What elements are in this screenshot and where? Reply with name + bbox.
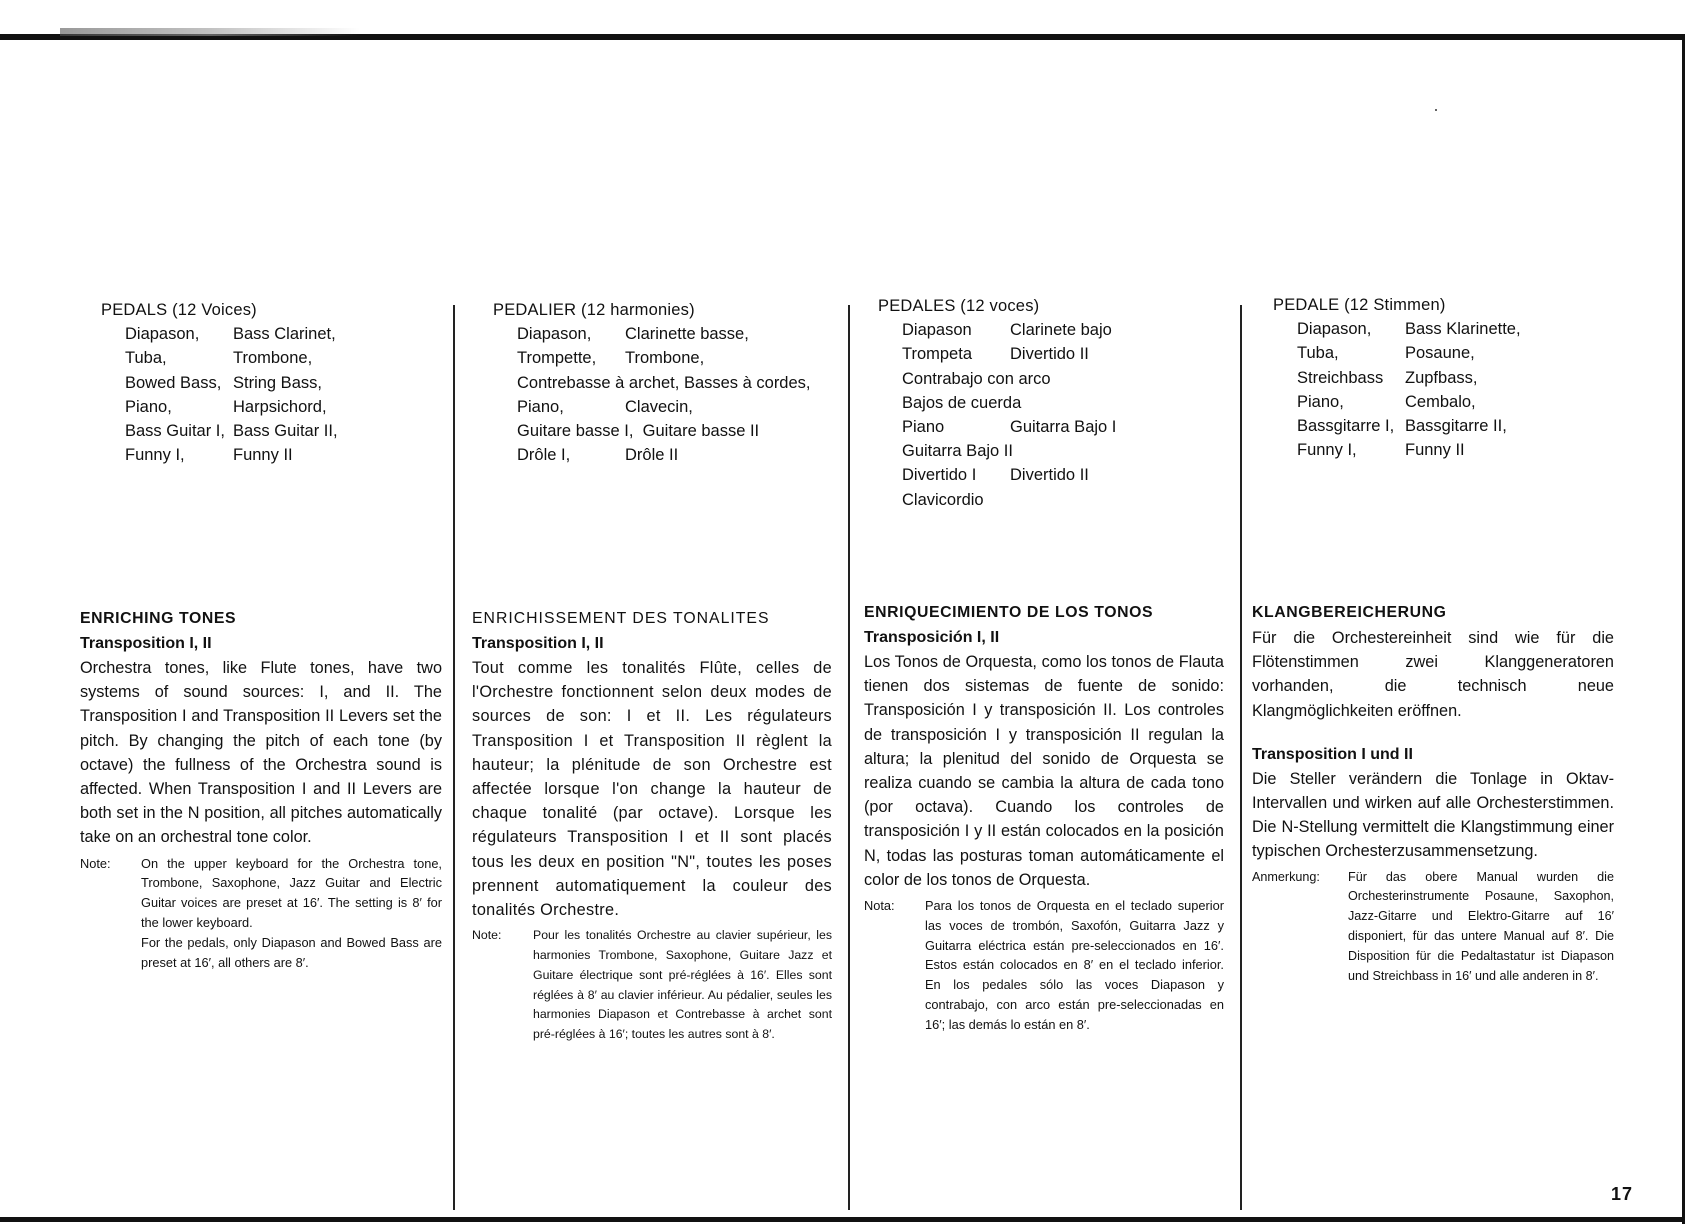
voice: Guitare basse II bbox=[642, 422, 760, 441]
top-edge-bar bbox=[0, 34, 1685, 40]
voice-list bbox=[902, 318, 1160, 366]
voice-list bbox=[125, 322, 363, 467]
section-de bbox=[1252, 600, 1614, 986]
voice: Diapason bbox=[902, 321, 972, 340]
note-text: On the upper keyboard for the Orchestra tone, Trombone, Saxophone, Jazz Guitar and Electric Guitar voices are preset at 16′. The setting is 8′ for the lower keyboard. bbox=[141, 855, 442, 931]
section-fr bbox=[472, 606, 832, 1045]
pedals-title: PEDALE (12 Stimmen) bbox=[1273, 296, 1446, 314]
note-label: Anmerkung: bbox=[1252, 869, 1320, 884]
section-subtitle: Transposition I und II bbox=[1252, 745, 1413, 763]
voice-row bbox=[902, 463, 1160, 487]
voice: Guitarra Bajo II bbox=[902, 442, 1013, 461]
note bbox=[80, 854, 442, 973]
column-divider-1 bbox=[453, 305, 455, 1210]
section-title: KLANGBEREICHERUNG bbox=[1252, 604, 1447, 621]
voice: Diapason, bbox=[1297, 320, 1372, 339]
voice: Tuba, bbox=[1297, 344, 1339, 363]
voice: Clavecin, bbox=[625, 397, 693, 416]
section-title: ENRIQUECIMIENTO DE LOS TONOS bbox=[864, 604, 1154, 621]
voice: Zupfbass, bbox=[1405, 368, 1478, 387]
page-number: 17 bbox=[1611, 1184, 1634, 1204]
voice-list-continued bbox=[517, 371, 825, 395]
voice: Piano, bbox=[125, 397, 172, 416]
voice: Clavicordio bbox=[902, 490, 984, 509]
pedals-title: PEDALS (12 Voices) bbox=[101, 301, 257, 319]
note bbox=[1252, 868, 1614, 987]
voice-list bbox=[517, 322, 825, 370]
voice-list-end bbox=[517, 395, 825, 419]
voice: Bassgitarre II, bbox=[1405, 417, 1507, 436]
pedals-title: PEDALIER (12 harmonies) bbox=[493, 301, 695, 319]
voice: Tuba, bbox=[125, 349, 167, 368]
note-label: Note: bbox=[80, 855, 111, 871]
section-en bbox=[80, 606, 442, 972]
voice: String Bass, bbox=[233, 373, 322, 392]
voice: Trompette, bbox=[517, 349, 597, 368]
note bbox=[864, 896, 1224, 1035]
section-body: Tout comme les tonalités Flûte, celles de l'Orchestre fonctionnent selon deux modes de sources de son: I et II. Les régulateurs Transposition I et Transposition II règlent la hauteur; la plénitude de son Orchestre est affectée lorsque l'on change la hauteur de chaque tonalité (par octave). Lorsque les régulateurs Transposition I et II sont placés tous les deux en position "N", toutes les poses prennent automatiquement la couleur des tonalités Orchestre. bbox=[472, 659, 832, 920]
section-intro: Für die Orchestereinheit sind wie für die Flötenstimmen zwei Klanggeneratoren vorhanden, die technisch neue Klangmöglichkeiten eröffnen. bbox=[1252, 629, 1614, 720]
voice: Contrabajo con arco bbox=[902, 369, 1051, 388]
section-title: ENRICHING TONES bbox=[80, 610, 237, 627]
voice: Piano bbox=[902, 418, 945, 437]
speck bbox=[1435, 109, 1437, 111]
voice: Streichbass bbox=[1297, 368, 1384, 387]
voice: Funny II bbox=[1405, 441, 1465, 460]
voice: Trombone, bbox=[233, 349, 313, 368]
voice: Divertido II bbox=[1010, 345, 1089, 364]
note-text: Für das obere Manual wurden die Orchesterinstrumente Posaune, Saxophon, Jazz-Gitarre und Elektro-Gitarre auf 16′ disponiert, für das untere Manual auf 8′. Die Disposition für die Pedaltastatur ist Diapason und Streichbass in 16′ und alle anderen in 8′. bbox=[1348, 869, 1614, 983]
voice: Clarinette basse, bbox=[625, 325, 749, 344]
voice-row bbox=[902, 439, 1160, 463]
pedals-block-en bbox=[101, 298, 363, 467]
section-body: Orchestra tones, like Flute tones, have two systems of sound sources: I, and II. The Transposition I and Transposition II Levers set the pitch. By changing the pitch of each tone (by octave) the fullness of the Orchestra sound is affected. When Transposition I and II Levers are both set in the N position, all pitches automatically take on an orchestral tone color. bbox=[80, 659, 442, 847]
note-text-2: For the pedals, only Diapason and Bowed Bass are preset at 16′, all others are 8′. bbox=[141, 934, 442, 970]
voice: Contrebasse à archet, bbox=[517, 373, 680, 392]
voice: Divertido I bbox=[902, 466, 977, 485]
note-label: Nota: bbox=[864, 898, 895, 914]
voice-row-last bbox=[517, 443, 825, 467]
voice: Piano, bbox=[517, 397, 564, 416]
voice: Diapason, bbox=[125, 325, 200, 344]
note bbox=[472, 926, 832, 1045]
section-subtitle: Transposition I, II bbox=[80, 635, 212, 652]
voice: Bass Klarinette, bbox=[1405, 320, 1521, 339]
section-es bbox=[864, 600, 1224, 1035]
note-text: Para los tonos de Orquesta en el teclado superior las voces de trombón, Saxofón, Guitarra Jazz y Guitarra eléctrica están pre-seleccionados en 16′. Estos están colocados en 8′ en el teclado inferior. En los pedales sólo las voces Diapason y contrabajo, con arco están pre-seleccionadas en 16′; las demás lo están en 8′. bbox=[925, 898, 1224, 1032]
pedals-block-de bbox=[1273, 293, 1555, 462]
voice: Diapason, bbox=[517, 325, 592, 344]
voice-row bbox=[902, 415, 1160, 439]
voice: Bajos de cuerda bbox=[902, 393, 1022, 412]
voice: Funny II bbox=[233, 446, 293, 465]
voice: Harpsichord, bbox=[233, 397, 327, 416]
voice: Drôle II bbox=[625, 446, 679, 465]
pedals-title: PEDALES (12 voces) bbox=[878, 297, 1040, 315]
voice: Bass Clarinet, bbox=[233, 325, 336, 344]
voice-row bbox=[902, 488, 1160, 512]
voice: Clarinete bajo bbox=[1010, 321, 1112, 340]
column-divider-3 bbox=[1240, 305, 1242, 1210]
voice: Bassgitarre I, bbox=[1297, 417, 1395, 436]
voice: Trompeta bbox=[902, 345, 972, 364]
voice-list-continued bbox=[902, 367, 1160, 415]
voice: Trombone, bbox=[625, 349, 705, 368]
voice: Bass Guitar II, bbox=[233, 422, 338, 441]
section-subtitle: Transposición I, II bbox=[864, 629, 1000, 646]
voice: Posaune, bbox=[1405, 344, 1475, 363]
voice: Funny I, bbox=[1297, 441, 1357, 460]
section-subtitle: Transposition I, II bbox=[472, 635, 604, 652]
voice: Drôle I, bbox=[517, 446, 571, 465]
voice: Basses à cordes, bbox=[683, 373, 811, 392]
voice-list bbox=[1297, 317, 1555, 462]
voice-row bbox=[517, 419, 825, 443]
pedals-block-fr bbox=[493, 298, 825, 467]
voice: Funny I, bbox=[125, 446, 185, 465]
bottom-edge-bar bbox=[0, 1217, 1685, 1222]
section-body: Die Steller verändern die Tonlage in Oktav-Intervallen und wirken auf alle Orchesterstimmen. Die N-Stellung vermittelt die Klangstimmung einer typischen Orchesterzusammensetzung. bbox=[1252, 769, 1614, 861]
column-divider-2 bbox=[848, 305, 850, 1210]
note-text: Pour les tonalités Orchestre au clavier supérieur, les harmonies Trombone, Saxophone, Guitare Jazz et Guitare électrique sont pré-réglées à 16′. Elles sont réglées à 8′ au clavier inférieur. Au pédalier, seules les harmonies Diapason et Contrebasse à archet sont pré-réglées à 16′; toutes les autres sont à 8′. bbox=[533, 928, 832, 1042]
note-body bbox=[141, 854, 442, 973]
voice: Divertido II bbox=[1010, 466, 1089, 485]
voice: Bass Guitar I, bbox=[125, 422, 225, 441]
voice: Guitarra Bajo I bbox=[1010, 418, 1117, 437]
voice: Bowed Bass, bbox=[125, 373, 222, 392]
note-label: Note: bbox=[472, 928, 502, 943]
voice: Piano, bbox=[1297, 392, 1344, 411]
voice: Guitare basse I, bbox=[517, 422, 634, 441]
voice: Cembalo, bbox=[1405, 392, 1476, 411]
section-body: Los Tonos de Orquesta, como los tonos de Flauta tienen dos sistemas de fuente de sonido: Transposición I y transposición II. Los controles de transposición I y transposición II regulan la altura; la plenitud del sonido de Orquesta se realiza cuando se cambia la altura de cada tono (por octava). Cuando los controles de transposición I y II están colocados en la posición N, todas las posturas toman automáticamente el color de los tonos de Orquesta. bbox=[864, 653, 1224, 889]
section-title: ENRICHISSEMENT DES TONALITES bbox=[472, 610, 770, 627]
pedals-block-es bbox=[878, 294, 1160, 512]
